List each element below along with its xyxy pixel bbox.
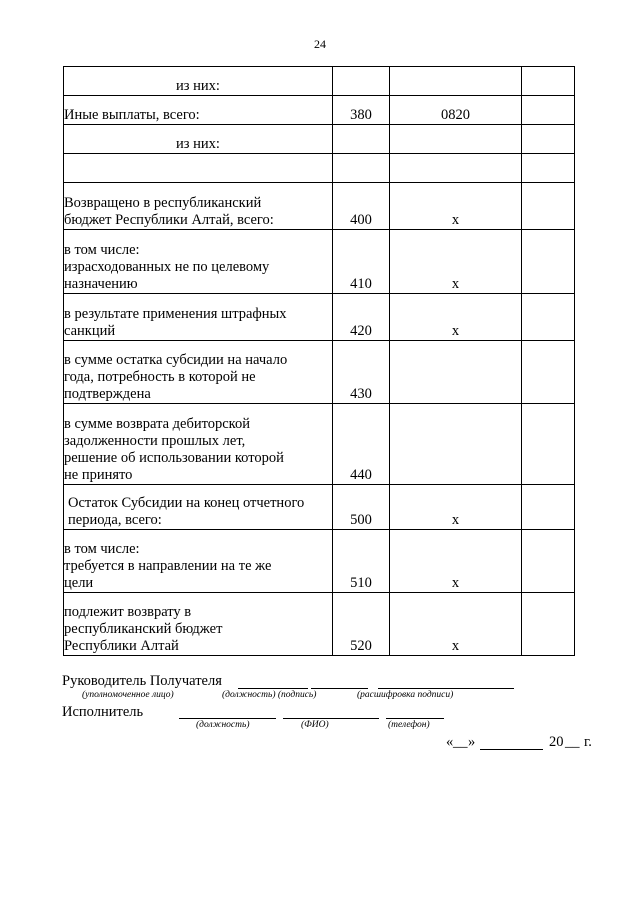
row-code: 510 (333, 530, 390, 593)
row-code (333, 125, 390, 154)
table-row (64, 96, 575, 125)
table-row (64, 230, 575, 294)
executor-label: Исполнитель (62, 704, 144, 720)
row-label: подлежит возврату в республиканский бюджет Республики Алтай (64, 593, 333, 656)
row-value (522, 154, 575, 183)
row-value (522, 485, 575, 530)
table-row (64, 485, 575, 530)
row-code: 430 (333, 341, 390, 404)
table-row (64, 154, 575, 183)
row-label: в том числе: израсходованных не по целевому назначению (64, 230, 333, 294)
row-mark: x (390, 294, 522, 341)
date-suffix: г. (584, 734, 592, 750)
table-row (64, 404, 575, 485)
date-year-prefix: 20 (549, 734, 564, 750)
row-value (522, 67, 575, 96)
row-code: 400 (333, 183, 390, 230)
row-code (333, 154, 390, 183)
row-label: из них: (64, 125, 333, 154)
row-mark (390, 154, 522, 183)
date-year-blank: __ (565, 734, 580, 750)
row-label: в результате применения штрафных санкций (64, 294, 333, 341)
row-value (522, 230, 575, 294)
row-mark: x (390, 593, 522, 656)
row-code (333, 67, 390, 96)
table-row (64, 294, 575, 341)
row-label: из них: (64, 67, 333, 96)
row-label: в сумме возврата дебиторской задолженности прошлых лет, решение об использовании которой не принято (64, 404, 333, 485)
table-row (64, 67, 575, 96)
exec-hint-position: (должность) (196, 720, 250, 730)
exec-fio-blank (283, 718, 379, 719)
date-day-blank: __ (453, 734, 468, 750)
row-value (522, 530, 575, 593)
row-mark (390, 125, 522, 154)
row-mark (390, 404, 522, 485)
row-mark (390, 67, 522, 96)
row-label: в том числе: требуется в направлении на те же цели (64, 530, 333, 593)
date-open-quote: « (446, 734, 454, 750)
table-row (64, 183, 575, 230)
row-mark: 0820 (390, 96, 522, 125)
row-label: Остаток Субсидии на конец отчетного периода, всего: (64, 485, 333, 530)
row-mark: x (390, 530, 522, 593)
row-label: Иные выплаты, всего: (64, 96, 333, 125)
date-month-blank (480, 749, 543, 750)
row-value (522, 593, 575, 656)
row-value (522, 96, 575, 125)
exec-hint-fio: (ФИО) (301, 720, 329, 730)
row-code: 520 (333, 593, 390, 656)
head-sign-blank (311, 688, 368, 689)
head-hint-position-sign: (должность) (подпись) (222, 690, 317, 700)
row-code: 410 (333, 230, 390, 294)
row-value (522, 294, 575, 341)
row-mark: x (390, 485, 522, 530)
row-code: 440 (333, 404, 390, 485)
exec-position-blank (179, 718, 276, 719)
row-value (522, 125, 575, 154)
table-row (64, 125, 575, 154)
row-label: Возвращено в республиканский бюджет Республики Алтай, всего: (64, 183, 333, 230)
row-value (522, 341, 575, 404)
row-mark: x (390, 230, 522, 294)
row-value (522, 404, 575, 485)
head-decode-blank (378, 688, 514, 689)
exec-hint-phone: (телефон) (388, 720, 430, 730)
row-code: 420 (333, 294, 390, 341)
head-position-blank (238, 688, 308, 689)
row-label (64, 154, 333, 183)
exec-phone-blank (386, 718, 444, 719)
row-code: 380 (333, 96, 390, 125)
page-number: 24 (314, 37, 326, 51)
row-mark: x (390, 183, 522, 230)
head-hint-person: (уполномоченное лицо) (82, 690, 174, 700)
table-row (64, 341, 575, 404)
row-mark (390, 341, 522, 404)
row-label: в сумме остатка субсидии на начало года, потребность в которой не подтверждена (64, 341, 333, 404)
row-code: 500 (333, 485, 390, 530)
head-hint-decode: (расшифровка подписи) (357, 690, 454, 700)
table-row (64, 593, 575, 656)
report-table (63, 66, 575, 656)
date-close-quote: » (468, 734, 476, 750)
row-value (522, 183, 575, 230)
head-label: Руководитель Получателя (62, 673, 222, 689)
table-row (64, 530, 575, 593)
